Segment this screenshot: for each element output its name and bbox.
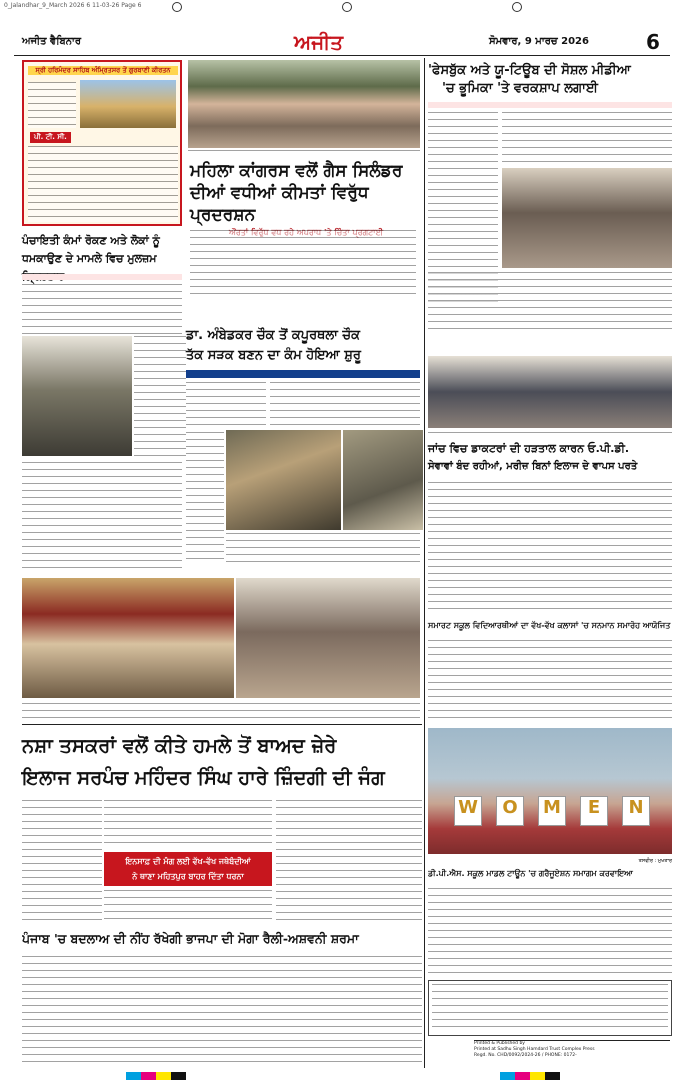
imprint-line-3: Regd. No. CHD/0092/2024-26 / PHONE: 0172- xyxy=(474,1053,577,1058)
sarpanch-body-4 xyxy=(276,800,422,920)
dharna-crowd-photo xyxy=(22,578,234,698)
ambedkar-body-3 xyxy=(270,382,420,428)
ad-title: ਸ੍ਰੀ ਹਰਿਮੰਦਰ ਸਾਹਿਬ ਅੰਮ੍ਰਿਤਸਰ ਤੋਂ ਗੁਰਬਾਣੀ ਕੀਰਤਨ xyxy=(28,66,178,75)
panchayat-subhead xyxy=(22,274,182,280)
headline-line-2: ਇਲਾਜ ਸਰਪੰਚ ਮਹਿੰਦਰ ਸਿੰਘ ਹਾਰੇ ਜ਼ਿੰਦਗੀ ਦੀ ਜੰਗ xyxy=(22,766,385,789)
road-inspection-photo xyxy=(343,430,423,530)
sarpanch-body-3 xyxy=(104,890,272,920)
doctors-strike-article xyxy=(428,440,672,476)
women-letter-boards xyxy=(452,796,652,826)
bjp-rally-body xyxy=(22,956,422,1066)
panchayat-body-2 xyxy=(134,336,186,456)
womens-congress-article xyxy=(190,160,422,238)
ambedkar-body-4 xyxy=(226,533,420,563)
ambedkar-body-2 xyxy=(186,432,224,562)
sarpanch-body-2 xyxy=(104,800,272,848)
print-slug: 0_Jalandhar_9_March 2026 6 11-03-26 Page 6 xyxy=(4,2,142,9)
workshop-group-photo xyxy=(502,168,672,268)
imprint-line-1: Printed & Published by xyxy=(474,1041,525,1046)
officials-meeting-photo xyxy=(236,578,420,698)
issue-date: ਸੋਮਵਾਰ, 9 ਮਾਰਚ 2026 xyxy=(489,36,589,47)
headline-line-1: ਪੰਚਾਇਤੀ ਕੰਮਾਂ ਰੋਕਣ ਅਤੇ ਲੋਕਾਂ ਨੂੰ xyxy=(22,234,160,247)
dps-school-body xyxy=(428,888,672,974)
letter-board: E xyxy=(580,796,608,826)
golden-temple-image xyxy=(80,80,176,128)
newspaper-logo: ਅਜੀਤ xyxy=(294,30,344,54)
photo-caption xyxy=(188,150,420,155)
protest-group-photo xyxy=(188,60,420,148)
masthead xyxy=(14,30,670,56)
registration-mark-icon xyxy=(172,2,182,12)
sarpanch-body xyxy=(22,800,102,920)
letter-board: N xyxy=(622,796,650,826)
section-rule xyxy=(22,724,422,725)
section-name: ਅਜੀਤ ਵੈਬਿਨਾਰ xyxy=(22,36,82,47)
dps-school-headline: ਡੀ.ਪੀ.ਐਸ. ਸਕੂਲ ਮਾਡਲ ਟਾਊਨ 'ਚ ਗਰੈਜੂਏਸ਼ਨ ਸਮਾਗਮ ਕਰਵਾਇਆ xyxy=(428,869,633,878)
sarpanch-article xyxy=(22,730,422,794)
bjp-rally-headline: ਪੰਜਾਬ 'ਚ ਬਦਲਾਅ ਦੀ ਨੀਂਹ ਰੱਖੇਗੀ ਭਾਜਪਾ ਦੀ ਮੋਗਾ ਰੈਲੀ-ਅਸ਼ਵਨੀ ਸ਼ਰਮਾ xyxy=(22,931,359,946)
ambedkar-blue-strip xyxy=(186,370,420,378)
letter-board: M xyxy=(538,796,566,826)
registration-mark-icon xyxy=(342,2,352,12)
imprint-line-2: Printed at Sadhu Singh Hamdard Trust Complex Press xyxy=(474,1047,595,1052)
column-rule xyxy=(424,58,425,1068)
photo-credit: ਤਸਵੀਰ : ਮੁਖਤਾਰ xyxy=(638,858,672,864)
ambedkar-article xyxy=(186,326,420,366)
headline-line-2: ਤੱਕ ਸੜਕ ਬਣਨ ਦਾ ਕੰਮ ਹੋਇਆ ਸ਼ੁਰੂ xyxy=(186,348,361,363)
headline-line-2: ਧਮਕਾਉਣ ਦੇ ਮਾਮਲੇ ਵਿਚ ਮੁਲਜ਼ਮ xyxy=(22,252,157,265)
color-registration-bar xyxy=(126,1072,186,1080)
ad-text xyxy=(28,82,76,128)
page-number: 6 xyxy=(646,30,660,54)
headline-line-1: ਮਹਿਲਾ ਕਾਂਗਰਸ ਵਲੋਂ ਗੈਸ ਸਿਲੰਡਰ xyxy=(190,161,403,181)
sarpanch-red-banner xyxy=(104,852,272,886)
ambedkar-body xyxy=(186,382,266,428)
headline-line-2: ਸੇਵਾਵਾਂ ਬੰਦ ਰਹੀਆਂ, ਮਰੀਜ਼ ਬਿਨਾਂ ਇਲਾਜ ਦੇ ਵਾਪਸ ਪਰਤੇ xyxy=(428,461,638,472)
ad-label: ਪੀ. ਟੀ. ਸੀ. xyxy=(30,132,71,143)
police-arrest-photo xyxy=(22,336,132,456)
headline-line-1: ਡਾ. ਅੰਬੇਡਕਰ ਚੌਕ ਤੋਂ ਕਪੂਰਥਲਾ ਚੌਕ xyxy=(186,328,361,343)
smart-school-body xyxy=(428,640,672,724)
doctors-photo-caption xyxy=(428,432,672,437)
letter-board: W xyxy=(454,796,482,826)
facebook-workshop-article xyxy=(428,62,672,98)
panchayat-body xyxy=(22,284,182,334)
banner-line-1: ਇਨਸਾਫ਼ ਦੀ ਮੰਗ ਲਈ ਵੱਖ-ਵੱਖ ਜਥੇਬੰਦੀਆਂ xyxy=(125,857,251,866)
facebook-body-3 xyxy=(428,272,672,332)
dharna-photo-caption xyxy=(22,703,420,719)
womens-congress-body xyxy=(190,230,416,300)
headline-line-1: ਜਾਂਚ ਵਿਚ ਡਾਕਟਰਾਂ ਦੀ ਹੜਤਾਲ ਕਾਰਨ ਓ.ਪੀ.ਡੀ. xyxy=(428,442,630,455)
road-work-photo xyxy=(226,430,341,530)
facebook-subhead xyxy=(428,102,672,108)
smart-school-headline: ਸਮਾਰਟ ਸਕੂਲ ਵਿਦਿਆਰਥੀਆਂ ਦਾ ਵੱਖ-ਵੱਖ ਕਲਾਸਾਂ 'ਚ ਸਨਮਾਨ ਸਮਾਰੋਹ ਆਯੋਜਿਤ xyxy=(428,621,671,630)
headline-line-1: ਨਸ਼ਾ ਤਸਕਰਾਂ ਵਲੋਂ ਕੀਤੇ ਹਮਲੇ ਤੋਂ ਬਾਅਦ ਜ਼ੇਰੇ xyxy=(22,734,337,757)
headline-line-2: 'ਚ ਭੂਮਿਕਾ 'ਤੇ ਵਰਕਸ਼ਾਪ ਲਗਾਈ xyxy=(442,81,598,96)
letter-board: O xyxy=(496,796,524,826)
banner-line-2: ਨੇ ਥਾਣਾ ਮਹਿਤਪੁਰ ਬਾਹਰ ਦਿੱਤਾ ਧਰਨਾ xyxy=(132,872,244,881)
registration-mark-icon xyxy=(512,2,522,12)
panchayat-body-3 xyxy=(22,462,182,572)
facebook-body-2 xyxy=(502,112,672,164)
color-registration-bar xyxy=(500,1072,560,1080)
ad-body xyxy=(28,146,178,222)
notice-box xyxy=(428,980,672,1036)
imprint-footer xyxy=(474,1040,670,1066)
headline-line-1: 'ਫੇਸਬੁੱਕ ਅਤੇ ਯੂ-ਟਿਊਬ ਦੀ ਸੋਸ਼ਲ ਮੀਡੀਆ xyxy=(428,63,631,78)
women-day-photo xyxy=(428,728,672,854)
doctors-strike-body xyxy=(428,482,672,612)
doctors-meeting-photo xyxy=(428,356,672,428)
headline-line-2: ਦੀਆਂ ਵਧੀਆਂ ਕੀਮਤਾਂ ਵਿਰੁੱਧ ਪ੍ਰਦਰਸ਼ਨ xyxy=(190,183,369,225)
gurbani-ad xyxy=(22,60,182,226)
